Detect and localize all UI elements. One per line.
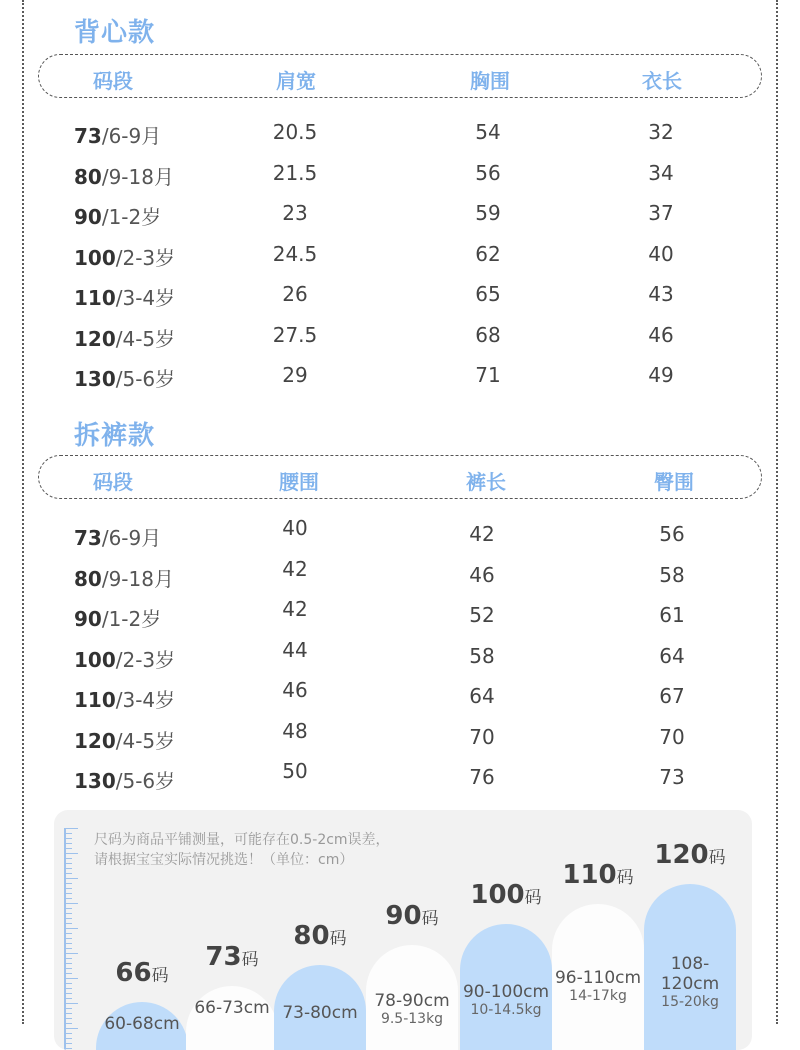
ruler-tick xyxy=(66,1043,72,1044)
table-row xyxy=(0,242,800,282)
ruler-tick xyxy=(66,898,72,899)
value-cell: 70 xyxy=(469,724,495,749)
ruler-tick xyxy=(66,828,78,829)
ruler-tick xyxy=(66,1048,72,1049)
size-number: 120 xyxy=(74,326,116,351)
size-label xyxy=(96,958,188,988)
header-size: 码段 xyxy=(93,470,133,494)
size-cell xyxy=(74,522,161,551)
size-bar xyxy=(552,904,644,1050)
weight-range: 14-17kg xyxy=(569,988,627,1004)
value-cell: 65 xyxy=(475,282,501,306)
ruler-tick xyxy=(66,1028,78,1029)
size-bar xyxy=(644,884,736,1050)
pants-table-header xyxy=(38,455,762,499)
value-cell: 67 xyxy=(659,684,685,708)
value-cell: 20.5 xyxy=(272,120,318,144)
ruler-tick xyxy=(66,998,72,999)
size-number: 110 xyxy=(74,688,116,712)
value-cell: 73 xyxy=(659,765,685,789)
table-row xyxy=(0,678,800,724)
size-number: 73 xyxy=(74,124,102,148)
ruler-tick xyxy=(66,908,72,909)
table-row xyxy=(0,323,800,363)
ruler-tick xyxy=(66,918,72,919)
value-cell: 43 xyxy=(648,282,674,306)
size-label xyxy=(186,942,278,972)
ruler-tick xyxy=(66,1033,72,1034)
table-row xyxy=(0,120,800,160)
value-cell: 62 xyxy=(475,241,501,266)
value-cell: 70 xyxy=(659,724,685,749)
value-cell: 27.5 xyxy=(272,322,318,347)
value-cell: 64 xyxy=(469,684,495,708)
size-label-number: 100 xyxy=(470,880,525,910)
ruler-tick xyxy=(66,848,72,849)
size-age: /6-9月 xyxy=(101,124,162,148)
ruler-icon xyxy=(64,828,80,1050)
size-age: /5-6岁 xyxy=(115,367,176,391)
value-cell: 76 xyxy=(469,765,495,789)
header-length: 衣长 xyxy=(642,69,682,93)
value-cell: 42 xyxy=(469,522,495,546)
table-row xyxy=(0,637,800,684)
size-label-unit: 码 xyxy=(524,888,542,908)
size-label-number: 120 xyxy=(654,840,709,870)
header-waist: 腰围 xyxy=(279,470,319,494)
table-row xyxy=(0,718,800,765)
header-pants-length: 裤长 xyxy=(466,470,506,494)
height-range: 96-110cm xyxy=(554,968,642,988)
ruler-tick xyxy=(66,888,72,889)
value-cell: 58 xyxy=(469,643,495,668)
vest-section-title: 背心款 xyxy=(74,18,156,48)
value-cell: 44 xyxy=(282,637,308,662)
size-bar xyxy=(274,965,366,1050)
ruler-tick xyxy=(66,883,72,884)
ruler-tick xyxy=(66,983,72,984)
ruler-tick xyxy=(66,843,72,844)
size-number: 130 xyxy=(74,367,116,391)
table-row xyxy=(0,363,800,403)
value-cell: 61 xyxy=(659,603,685,627)
height-range: 73-80cm xyxy=(282,1003,358,1023)
value-cell: 24.5 xyxy=(272,241,318,266)
value-cell: 56 xyxy=(475,160,501,185)
size-label-number: 90 xyxy=(385,901,422,931)
ruler-tick xyxy=(66,903,78,904)
ruler-tick xyxy=(66,878,78,879)
size-label-unit: 码 xyxy=(421,909,439,929)
table-row xyxy=(0,597,800,643)
value-cell: 71 xyxy=(475,363,501,387)
size-cell xyxy=(74,603,161,632)
height-range: 66-73cm xyxy=(194,998,270,1018)
size-age: /2-3岁 xyxy=(115,647,176,672)
ruler-tick xyxy=(66,833,72,834)
ruler-tick xyxy=(66,948,72,949)
note-line-2: 请根据宝宝实际情况挑选！（单位：cm） xyxy=(94,852,354,868)
value-cell: 46 xyxy=(648,322,674,347)
ruler-tick xyxy=(66,968,72,969)
size-number: 130 xyxy=(74,769,116,793)
size-bar xyxy=(366,945,458,1050)
table-row xyxy=(0,759,800,805)
pants-section-title: 拆裤款 xyxy=(74,421,156,451)
height-range: 60-68cm xyxy=(104,1014,180,1034)
ruler-tick xyxy=(66,988,72,989)
size-number: 110 xyxy=(74,286,116,310)
ruler-tick xyxy=(66,963,72,964)
size-age: /9-18月 xyxy=(101,164,174,189)
ruler-tick xyxy=(66,838,72,839)
value-cell: 49 xyxy=(648,363,674,387)
ruler-tick xyxy=(66,933,72,934)
table-row xyxy=(0,282,800,322)
size-number: 90 xyxy=(74,205,102,229)
value-cell: 42 xyxy=(282,556,308,581)
table-row xyxy=(0,556,800,603)
ruler-tick xyxy=(66,1013,72,1014)
size-number: 73 xyxy=(74,526,102,550)
size-label-number: 80 xyxy=(293,921,330,951)
value-cell: 46 xyxy=(282,678,308,702)
ruler-tick xyxy=(66,1038,72,1039)
weight-range: 10-14.5kg xyxy=(470,1002,542,1018)
ruler-tick xyxy=(66,958,72,959)
table-row xyxy=(0,201,800,241)
ruler-tick xyxy=(66,1003,78,1004)
vest-table-header xyxy=(38,54,762,98)
size-cell xyxy=(74,282,175,311)
ruler-tick xyxy=(66,853,78,854)
size-number: 80 xyxy=(74,164,102,189)
size-number: 100 xyxy=(74,245,116,270)
size-number: 120 xyxy=(74,728,116,753)
value-cell: 52 xyxy=(469,603,495,627)
value-cell: 34 xyxy=(648,160,674,185)
size-cell xyxy=(74,684,175,713)
ruler-tick xyxy=(66,1018,72,1019)
ruler-tick xyxy=(66,858,72,859)
size-label-unit: 码 xyxy=(241,950,259,970)
size-bar xyxy=(186,986,278,1050)
ruler-tick xyxy=(66,868,72,869)
size-cell xyxy=(74,765,175,794)
ruler-tick xyxy=(66,913,72,914)
ruler-tick xyxy=(66,973,72,974)
size-age: /5-6岁 xyxy=(115,769,176,793)
weight-range: 15-20kg xyxy=(661,994,719,1010)
ruler-tick xyxy=(66,863,72,864)
size-label-unit: 码 xyxy=(329,929,347,949)
size-cell xyxy=(74,161,174,190)
ruler-tick xyxy=(66,1008,72,1009)
size-age: /4-5岁 xyxy=(115,728,176,753)
size-label xyxy=(644,840,736,870)
value-cell: 46 xyxy=(469,562,495,587)
size-number: 90 xyxy=(74,607,102,631)
header-size: 码段 xyxy=(93,69,133,93)
header-chest: 胸围 xyxy=(470,69,510,93)
value-cell: 23 xyxy=(282,201,308,225)
weight-range: 9.5-13kg xyxy=(380,1011,444,1027)
size-guide-panel xyxy=(54,810,752,1050)
value-cell: 21.5 xyxy=(272,160,318,185)
size-cell xyxy=(74,644,175,673)
value-cell: 68 xyxy=(475,322,501,347)
size-age: /9-18月 xyxy=(101,566,174,591)
size-label xyxy=(552,860,644,890)
value-cell: 40 xyxy=(282,516,308,540)
value-cell: 50 xyxy=(282,759,308,783)
table-row xyxy=(0,161,800,201)
measurement-note xyxy=(94,830,390,870)
size-cell xyxy=(74,725,175,754)
table-row xyxy=(0,516,800,562)
height-range: 78-90cm xyxy=(374,991,450,1011)
ruler-tick xyxy=(66,873,72,874)
value-cell: 48 xyxy=(282,718,308,743)
ruler-tick xyxy=(66,953,78,954)
size-bar xyxy=(460,924,552,1050)
size-label-unit: 码 xyxy=(151,966,169,986)
value-cell: 29 xyxy=(282,363,308,387)
value-cell: 26 xyxy=(282,282,308,306)
size-age: /2-3岁 xyxy=(115,245,176,270)
size-age: /1-2岁 xyxy=(101,205,162,229)
value-cell: 64 xyxy=(659,643,685,668)
size-number: 100 xyxy=(74,647,116,672)
value-cell: 56 xyxy=(659,522,685,546)
size-cell xyxy=(74,242,175,271)
size-label-number: 73 xyxy=(205,942,242,972)
size-age: /3-4岁 xyxy=(115,286,176,310)
value-cell: 58 xyxy=(659,562,685,587)
header-shoulder: 肩宽 xyxy=(276,69,316,93)
note-line-1: 尺码为商品平铺测量，可能存在0.5-2cm误差， xyxy=(94,832,390,848)
size-age: /1-2岁 xyxy=(101,607,162,631)
value-cell: 42 xyxy=(282,597,308,621)
size-label-number: 110 xyxy=(562,860,617,890)
ruler-tick xyxy=(66,978,78,979)
size-cell xyxy=(74,363,175,392)
value-cell: 37 xyxy=(648,201,674,225)
size-cell xyxy=(74,201,161,230)
size-label xyxy=(366,901,458,931)
value-cell: 59 xyxy=(475,201,501,225)
size-label-unit: 码 xyxy=(616,868,634,888)
value-cell: 32 xyxy=(648,120,674,144)
height-range: 108-120cm xyxy=(660,954,720,994)
size-age: /4-5岁 xyxy=(115,326,176,351)
height-range: 90-100cm xyxy=(462,982,550,1002)
size-label xyxy=(274,921,366,951)
ruler-tick xyxy=(66,893,72,894)
ruler-tick xyxy=(66,943,72,944)
ruler-tick xyxy=(66,993,72,994)
value-cell: 40 xyxy=(648,241,674,266)
value-cell: 54 xyxy=(475,120,501,144)
size-number: 80 xyxy=(74,566,102,591)
size-bar xyxy=(96,1002,188,1050)
size-cell xyxy=(74,120,161,149)
ruler-tick xyxy=(66,928,78,929)
size-age: /3-4岁 xyxy=(115,688,176,712)
size-cell xyxy=(74,323,175,352)
size-cell xyxy=(74,563,174,592)
size-label-number: 66 xyxy=(115,958,152,988)
size-age: /6-9月 xyxy=(101,526,162,550)
header-hip: 臀围 xyxy=(654,470,694,494)
ruler-tick xyxy=(66,938,72,939)
size-label-unit: 码 xyxy=(708,848,726,868)
ruler-tick xyxy=(66,923,72,924)
size-label xyxy=(460,880,552,910)
